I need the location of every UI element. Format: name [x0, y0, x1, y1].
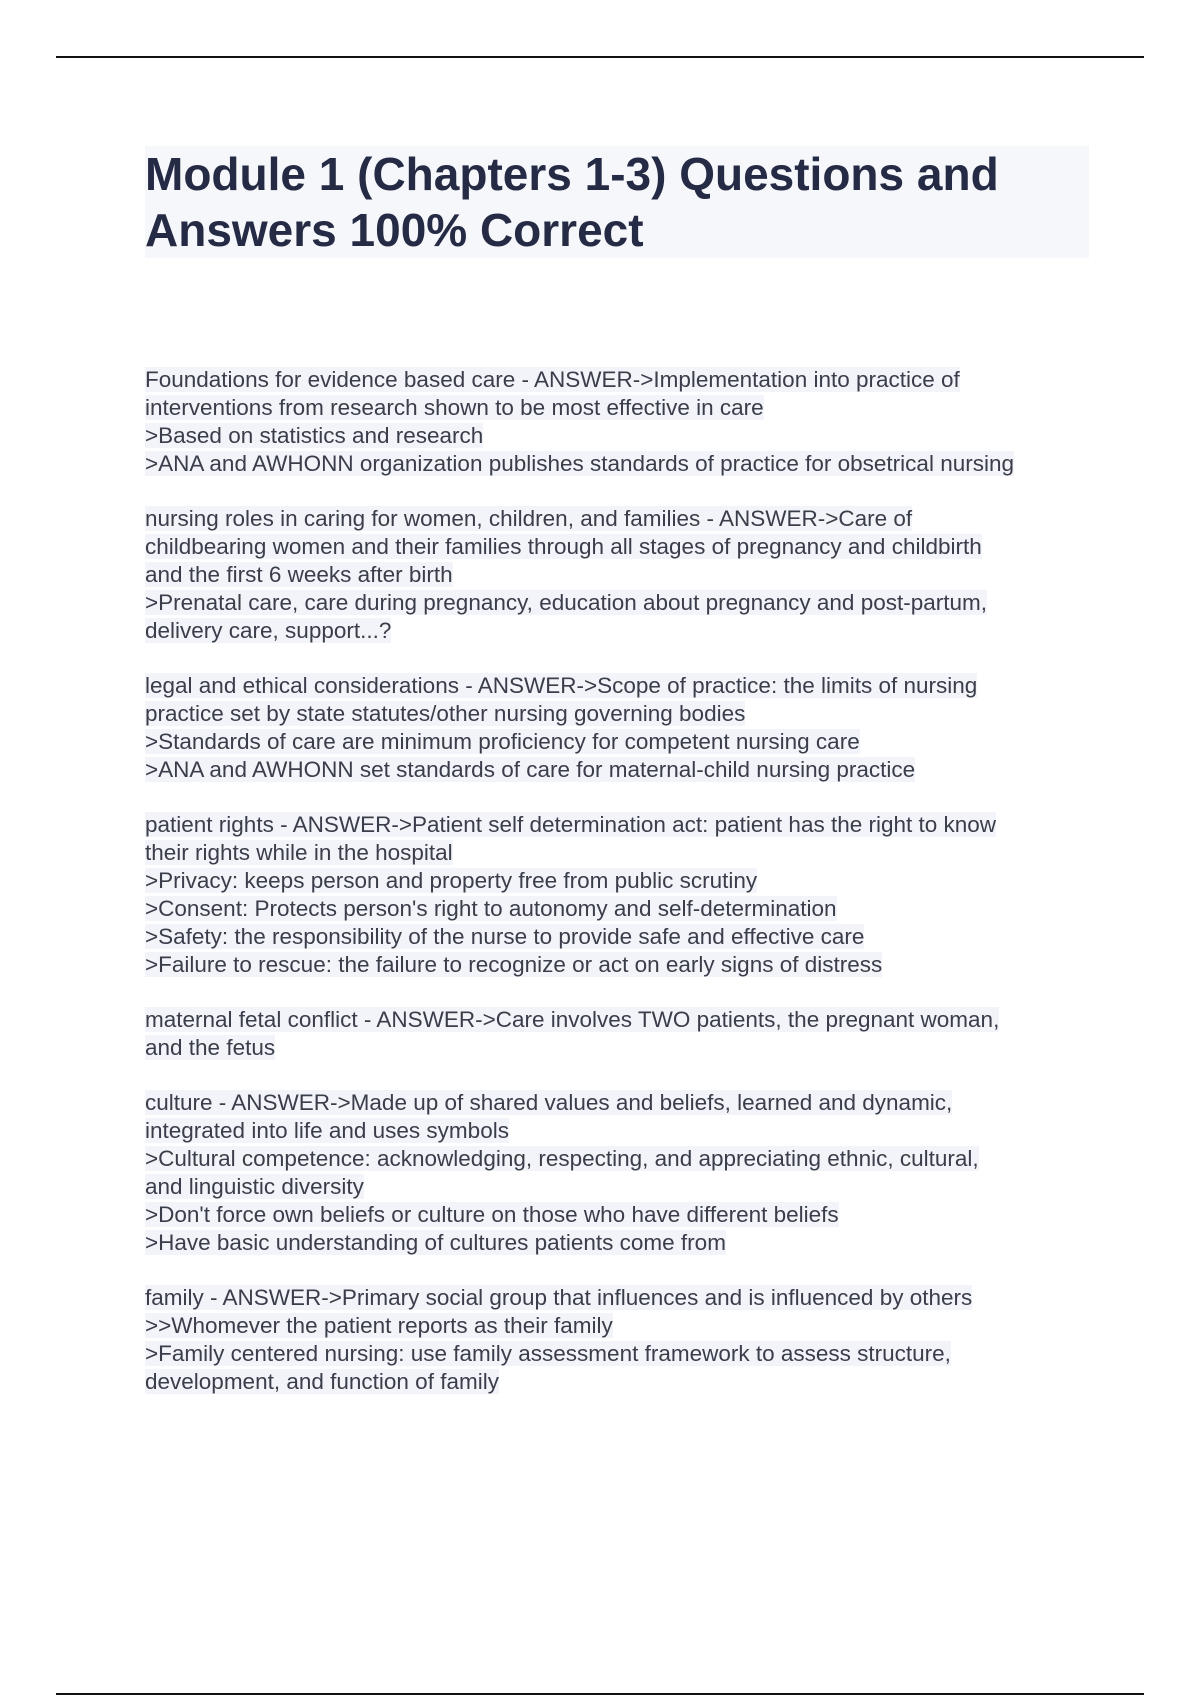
qa-line: >Failure to rescue: the failure to recognize or act on early signs of distress: [145, 952, 883, 977]
qa-line: patient rights - ANSWER->Patient self determination act: patient has the right to know: [145, 812, 997, 837]
qa-line: development, and function of family: [145, 1369, 499, 1394]
bottom-rule: [56, 1693, 1144, 1695]
qa-line: culture - ANSWER->Made up of shared values and beliefs, learned and dynamic,: [145, 1090, 953, 1115]
qa-line: >Cultural competence: acknowledging, respecting, and appreciating ethnic, cultural,: [145, 1146, 979, 1171]
qa-line: legal and ethical considerations - ANSWER->Scope of practice: the limits of nursing: [145, 673, 978, 698]
qa-line: and the fetus: [145, 1035, 276, 1060]
title-line: Module 1 (Chapters 1-3) Questions and: [145, 148, 999, 200]
qa-entry-family: [145, 1284, 1145, 1396]
document-title: [145, 146, 1089, 258]
qa-line: >ANA and AWHONN set standards of care for maternal-child nursing practice: [145, 757, 916, 782]
qa-line: >ANA and AWHONN organization publishes standards of practice for obsetrical nursing: [145, 451, 1014, 476]
qa-line: >Safety: the responsibility of the nurse to provide safe and effective care: [145, 924, 865, 949]
qa-line: >Based on statistics and research: [145, 423, 484, 448]
qa-entry-culture: [145, 1089, 1145, 1257]
qa-entry-patient-rights: [145, 811, 1145, 979]
qa-line: >Family centered nursing: use family assessment framework to assess structure,: [145, 1341, 951, 1366]
qa-line: >Privacy: keeps person and property free from public scrutiny: [145, 868, 758, 893]
qa-line: >Prenatal care, care during pregnancy, education about pregnancy and post-partum,: [145, 590, 987, 615]
top-rule: [56, 56, 1144, 58]
qa-line: and the first 6 weeks after birth: [145, 562, 453, 587]
qa-line: family - ANSWER->Primary social group that influences and is influenced by others: [145, 1285, 973, 1310]
qa-line: and linguistic diversity: [145, 1174, 364, 1199]
qa-line: >Have basic understanding of cultures patients come from: [145, 1230, 726, 1255]
qa-line: >Consent: Protects person's right to autonomy and self-determination: [145, 896, 837, 921]
qa-line: Foundations for evidence based care - ANSWER->Implementation into practice of: [145, 367, 960, 392]
qa-line: their rights while in the hospital: [145, 840, 453, 865]
qa-list: [145, 366, 1145, 1423]
qa-line: childbearing women and their families through all stages of pregnancy and childbirth: [145, 534, 982, 559]
qa-line: >Don't force own beliefs or culture on those who have different beliefs: [145, 1202, 839, 1227]
qa-line: >>Whomever the patient reports as their family: [145, 1313, 613, 1338]
qa-line: integrated into life and uses symbols: [145, 1118, 509, 1143]
title-line: Answers 100% Correct: [145, 204, 644, 256]
qa-line: maternal fetal conflict - ANSWER->Care involves TWO patients, the pregnant woman,: [145, 1007, 1000, 1032]
qa-line: interventions from research shown to be most effective in care: [145, 395, 764, 420]
qa-entry-evidence-based-care: [145, 366, 1145, 478]
qa-line: delivery care, support...?: [145, 618, 392, 643]
qa-entry-maternal-fetal-conflict: [145, 1006, 1145, 1062]
qa-line: practice set by state statutes/other nursing governing bodies: [145, 701, 746, 726]
qa-entry-nursing-roles: [145, 505, 1145, 645]
qa-line: >Standards of care are minimum proficiency for competent nursing care: [145, 729, 860, 754]
qa-entry-legal-ethical: [145, 672, 1145, 784]
qa-line: nursing roles in caring for women, children, and families - ANSWER->Care of: [145, 506, 913, 531]
